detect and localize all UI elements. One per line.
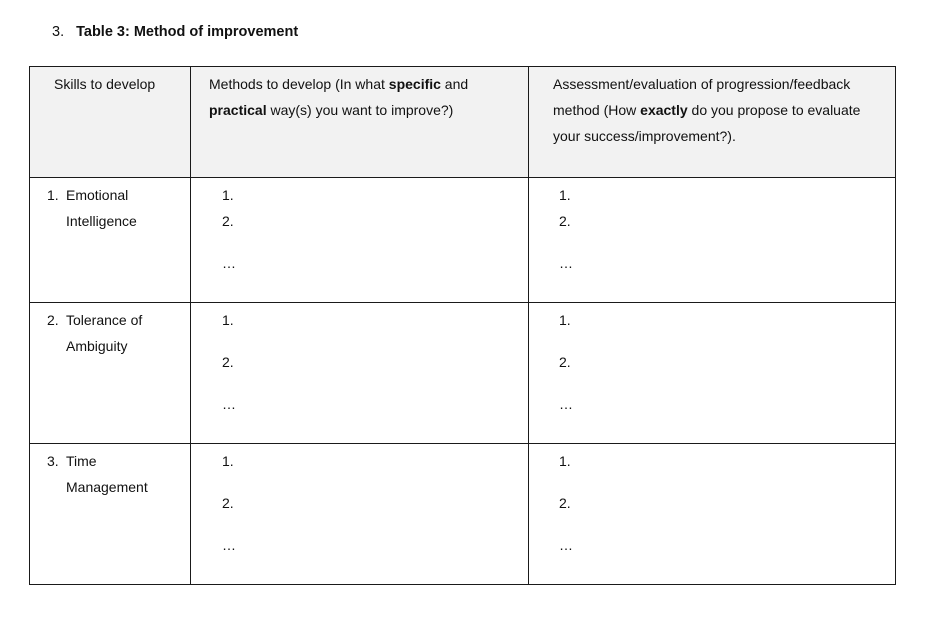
header-skills: Skills to develop <box>30 67 191 178</box>
table-row <box>30 178 896 303</box>
table-heading <box>52 24 298 40</box>
methods-cell[interactable]: 1. 2. … <box>191 303 529 444</box>
skill-cell: 3. Time Management <box>30 444 191 585</box>
header-row <box>30 67 896 178</box>
heading-number: 3. <box>52 24 65 40</box>
assessment-cell[interactable]: 1. 2. … <box>529 444 896 585</box>
heading-title: Table 3: Method of improvement <box>76 24 299 40</box>
methods-cell[interactable]: 1. 2. … <box>191 444 529 585</box>
header-methods: Methods to develop (In what specific and practical way(s) you want to improve?) <box>191 67 529 178</box>
skill-cell: 2. Tolerance of Ambiguity <box>30 303 191 444</box>
assessment-cell[interactable]: 1. 2. … <box>529 178 896 303</box>
assessment-cell[interactable]: 1. 2. … <box>529 303 896 444</box>
improvement-table <box>29 66 896 585</box>
table-row <box>30 444 896 585</box>
methods-cell[interactable]: 1. 2. … <box>191 178 529 303</box>
table-row <box>30 303 896 444</box>
skill-cell: 1. Emotional Intelligence <box>30 178 191 303</box>
header-assessment: Assessment/evaluation of progression/feedback method (How exactly do you propose to evaluate your success/improvement?). <box>529 67 896 178</box>
